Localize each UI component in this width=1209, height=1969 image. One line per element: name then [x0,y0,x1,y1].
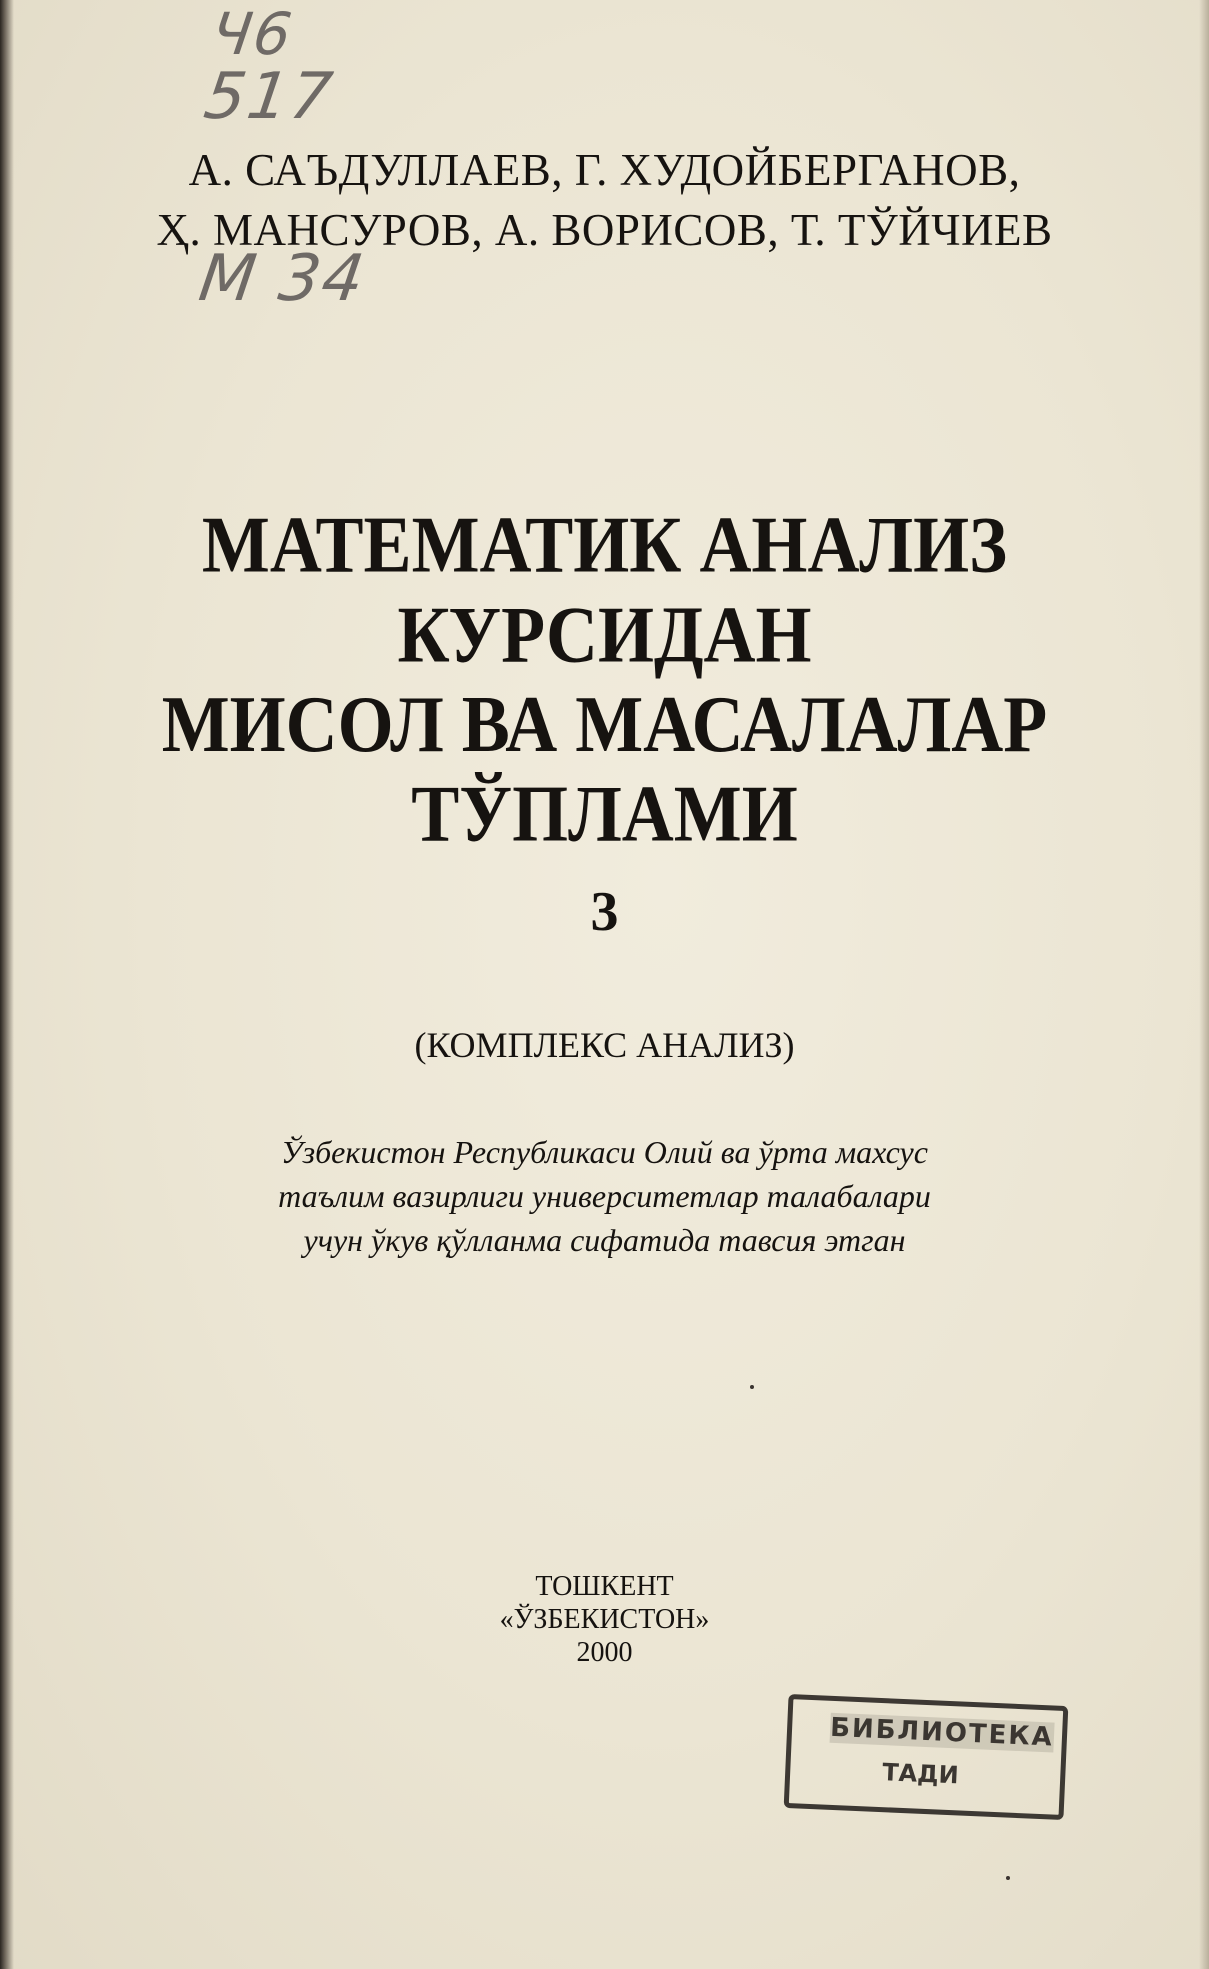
authors-line-1: А. САЪДУЛЛАЕВ, Г. ХУДОЙБЕРГАНОВ, [188,145,1021,195]
stamp-line-2: ТАДИ [881,1758,960,1790]
title-line-3: МИСОЛ ВА МАСАЛАЛАР [161,679,1048,769]
handwritten-shelfmark-1: Ч6 [207,0,298,68]
book-title [0,500,1209,858]
imprint-publisher: «ЎЗБЕКИСТОН» [499,1604,710,1635]
page-left-edge [0,0,14,1969]
volume-number: 3 [590,881,619,943]
approval-line-3: учун ўкув қўлланма сифатида тавсия этган [303,1222,906,1258]
authors-line-2: Ҳ. МАНСУРОВ, А. ВОРИСОВ, Т. ТЎЙЧИЕВ [156,205,1053,255]
title-line-1: МАТЕМАТИК АНАЛИЗ [201,500,1008,590]
book-subtitle: (КОМПЛЕКС АНАЛИЗ) [414,1025,795,1065]
paper-speck [1006,1876,1010,1880]
approval-line-1: Ўзбекистон Республикаси Олий ва ўрта махсус [281,1134,928,1170]
approval-line-2: таълим вазирлиги университетлар талабалари [278,1178,931,1214]
handwritten-shelfmark-3: М 34 [194,242,371,316]
imprint-year: 2000 [576,1637,633,1668]
authors-block [0,140,1209,260]
stamp-line-1: БИБЛИОТЕКА [829,1712,1055,1753]
title-line-4: ТЎПЛАМИ [411,768,798,859]
paper-speck [750,1385,754,1389]
imprint-city: ТОШКЕНТ [535,1571,674,1602]
page-right-edge [1199,0,1209,1969]
publisher-imprint [0,1570,1209,1669]
library-stamp [784,1694,1069,1820]
title-line-2: КУРСИДАН [397,589,812,680]
approval-statement [0,1130,1209,1262]
handwritten-shelfmark-2: 517 [199,60,339,134]
